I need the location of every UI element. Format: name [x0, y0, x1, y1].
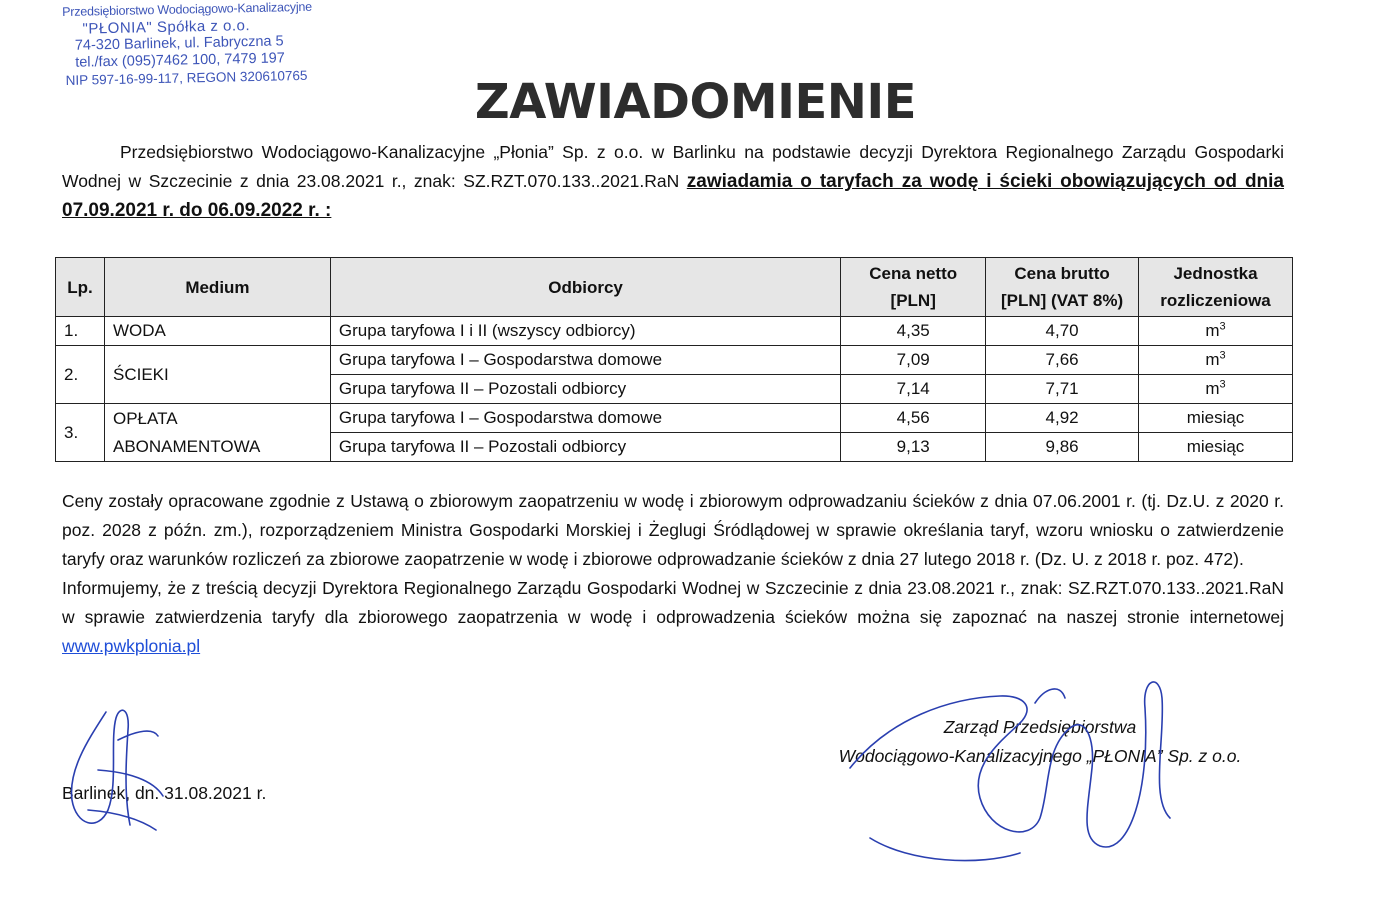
header-odbiorcy: Odbiorcy	[330, 258, 840, 317]
cell-netto: 9,13	[841, 433, 986, 462]
intro-text: Przedsiębiorstwo Wodociągowo-Kanalizacyjne „Płonia” Sp. z o.o. w Barlinku na podstawie decyzji Dyrektora Regionalnego Zarządu Gospodarki Wodnej w Szczecinie z dnia 23.08.2021 r., znak: SZ.RZT.070.133..2021.RaN	[62, 142, 1284, 191]
cell-lp: 3.	[56, 404, 105, 462]
header-cena-brutto: Cena brutto [PLN] (VAT 8%)	[986, 258, 1139, 317]
cell-odbiorcy: Grupa taryfowa I – Gospodarstwa domowe	[330, 404, 840, 433]
cell-netto: 7,14	[841, 375, 986, 404]
cell-netto: 7,09	[841, 346, 986, 375]
signature-left	[58, 700, 178, 840]
paragraph-legal-basis: Ceny zostały opracowane zgodnie z Ustawą o zbiorowym zaopatrzeniu w wodę i zbiorowym odprowadzaniu ścieków z dnia 07.06.2001 r. (tj. Dz.U. z 2020 r. poz. 2028 z późn. zm.), rozporządzeniem Ministra Gospodarki Morskiej i Żeglugi Śródlądowej w sprawie określania taryf, wzoru wniosku o zatwierdzenie taryfy oraz warunków rozliczeń za zbiorowe zaopatrzenie w wodę i zbiorowe odprowadzanie ścieków z dnia 27 lutego 2018 r. (Dz. U. z 2018 r. poz. 472).	[62, 491, 1284, 569]
cell-odbiorcy: Grupa taryfowa I i II (wszyscy odbiorcy)	[330, 317, 840, 346]
stamp-line-5: NIP 597-16-99-117, REGON 320610765	[65, 67, 308, 88]
cell-medium: WODA	[104, 317, 330, 346]
place-and-date: Barlinek, dn. 31.08.2021 r.	[62, 783, 267, 803]
stamp-line-1: Przedsiębiorstwo Wodociągowo-Kanalizacyjne	[62, 0, 313, 19]
intro-emphasis: zawiadamia o taryfach za wodę i ścieki obowiązujących od dnia 07.09.2021 r. do 06.09.2022 r. :	[62, 171, 1285, 221]
cell-unit: $m^3$	[1139, 346, 1293, 375]
table-row	[56, 346, 1293, 375]
cell-lp: 1.	[56, 317, 105, 346]
cell-netto: 4,56	[841, 404, 986, 433]
header-jednostka: Jednostka rozliczeniowa	[1139, 258, 1293, 317]
legal-basis-text	[62, 487, 1284, 661]
board-line-1: Zarząd Przedsiębiorstwa	[943, 717, 1137, 737]
header-medium: Medium	[104, 258, 330, 317]
cell-lp: 2.	[56, 346, 105, 404]
cell-odbiorcy: Grupa taryfowa II – Pozostali odbiorcy	[330, 433, 840, 462]
tariff-table	[55, 257, 1293, 462]
stamp-line-4: tel./fax (095)7462 100, 7479 197	[75, 50, 285, 71]
table-header-row	[56, 258, 1293, 317]
stamp-line-2: "PŁONIA" Spółka z o.o.	[82, 17, 251, 38]
board-signature-block	[820, 713, 1260, 771]
stamp-line-3: 74-320 Barlinek, ul. Fabryczna 5	[74, 33, 284, 54]
document-title: ZAWIADOMIENIE	[474, 74, 917, 130]
header-lp: Lp.	[56, 258, 105, 317]
cell-brutto: 4,70	[986, 317, 1139, 346]
board-line-2: Wodociągowo-Kanalizacyjnego „PŁONIA” Sp. z o.o.	[838, 746, 1242, 766]
cell-brutto: 9,86	[986, 433, 1139, 462]
cell-unit: $m^3$	[1139, 375, 1293, 404]
website-link[interactable]: www.pwkplonia.pl	[62, 636, 201, 656]
header-cena-netto: Cena netto [PLN]	[841, 258, 986, 317]
cell-odbiorcy: Grupa taryfowa II – Pozostali odbiorcy	[330, 375, 840, 404]
paragraph-information: Informujemy, że z treścią decyzji Dyrektora Regionalnego Zarządu Gospodarki Wodnej w Szczecinie z dnia 23.08.2021 r., znak: SZ.RZT.070.133..2021.RaN w sprawie zatwierdzenia taryfy dla zbiorowego zaopatrzenia w wodę i odprowadzenia ścieków można się zapoznać na naszej stronie internetowej www.pwkplonia.pl	[62, 578, 1284, 656]
cell-brutto: 7,66	[986, 346, 1139, 375]
cell-brutto: 7,71	[986, 375, 1139, 404]
cell-netto: 4,35	[841, 317, 986, 346]
cell-unit: $m^3$	[1139, 317, 1293, 346]
cell-medium: ŚCIEKI	[104, 346, 330, 404]
table-row	[56, 404, 1293, 433]
cell-medium: OPŁATA ABONAMENTOWA	[104, 404, 330, 462]
cell-odbiorcy: Grupa taryfowa I – Gospodarstwa domowe	[330, 346, 840, 375]
cell-unit: miesiąc	[1139, 404, 1293, 433]
cell-brutto: 4,92	[986, 404, 1139, 433]
cell-unit: miesiąc	[1139, 433, 1293, 462]
table-row	[56, 317, 1293, 346]
intro-paragraph	[62, 138, 1284, 225]
